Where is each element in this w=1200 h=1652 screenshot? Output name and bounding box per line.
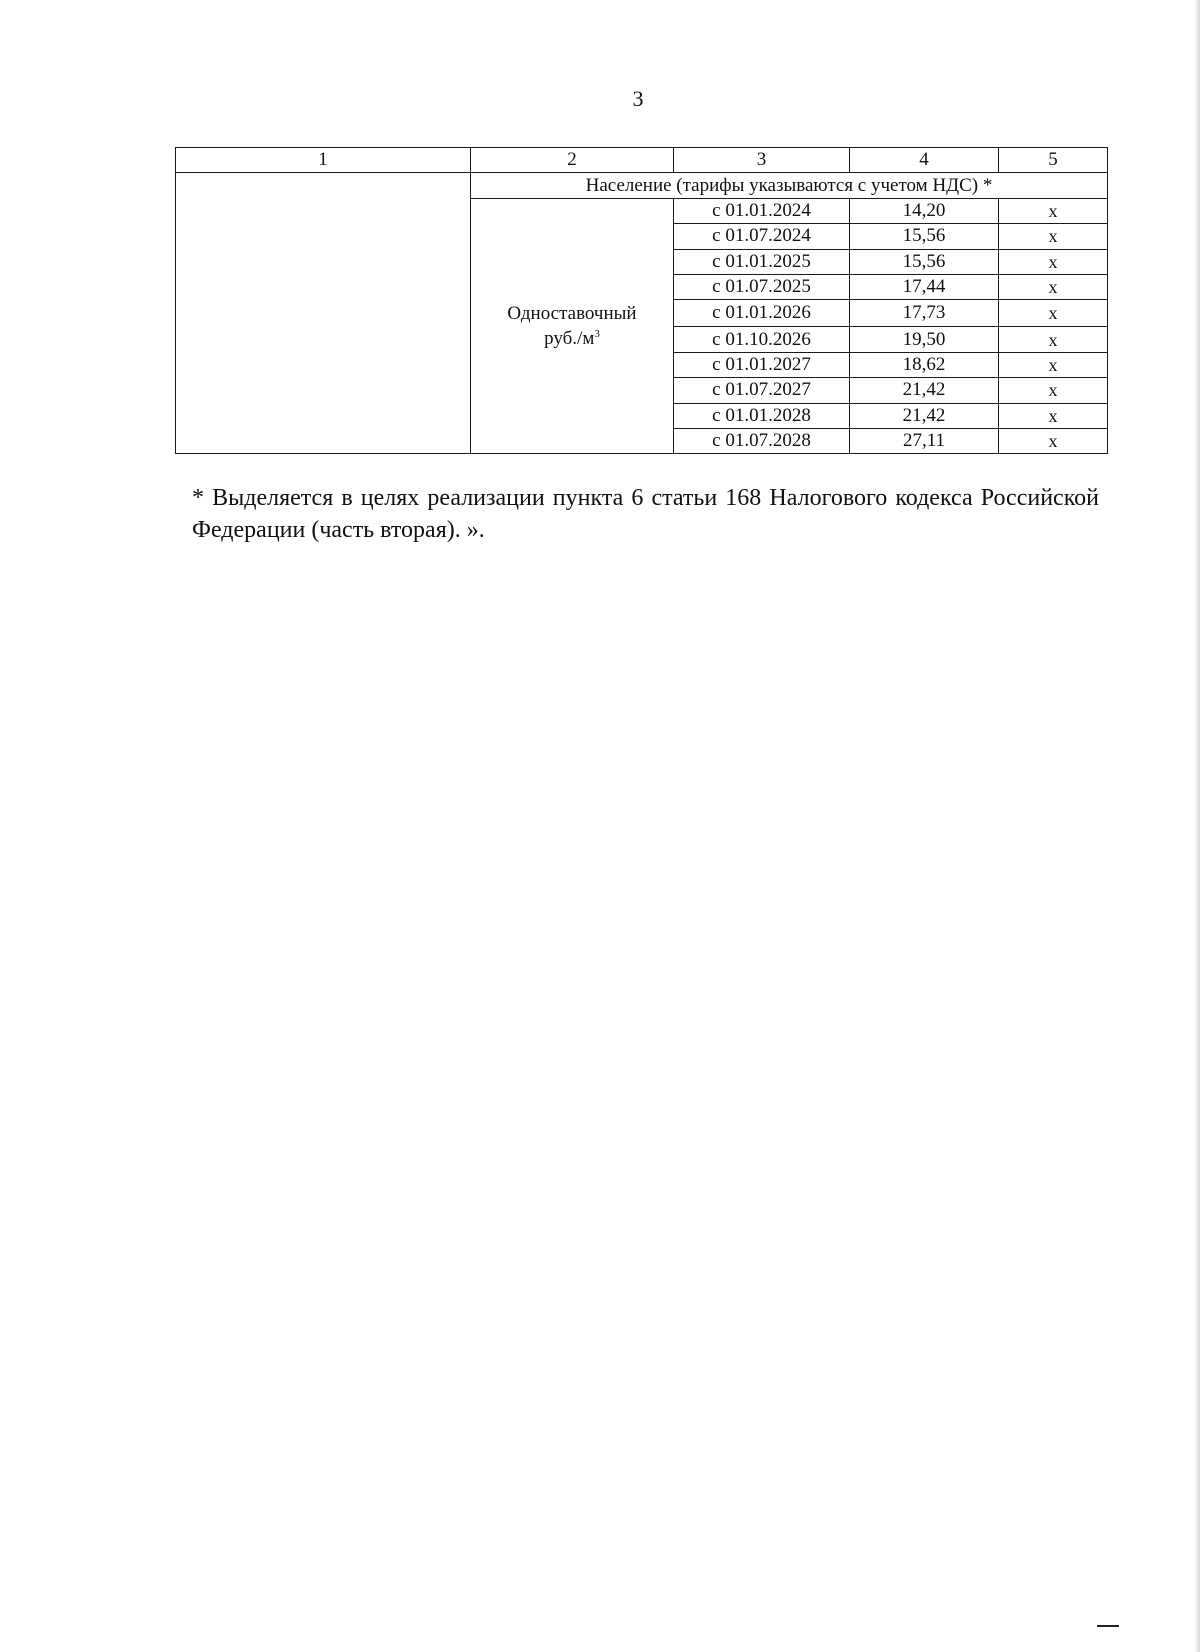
mark-cell: x <box>999 300 1108 327</box>
date-cell: с 01.01.2025 <box>674 249 850 274</box>
column-number-4: 4 <box>850 148 999 173</box>
date-cell: с 01.01.2024 <box>674 198 850 223</box>
mark-cell: x <box>999 224 1108 249</box>
value-cell: 19,50 <box>850 327 999 352</box>
rate-type-cell <box>471 198 674 454</box>
column-number-row <box>176 148 1108 173</box>
value-cell: 15,56 <box>850 224 999 249</box>
rate-name: Одноставочный <box>507 303 637 325</box>
column-number-1: 1 <box>176 148 471 173</box>
mark-cell: x <box>999 403 1108 428</box>
tariff-table <box>175 147 1108 454</box>
date-cell: с 01.01.2026 <box>674 300 850 327</box>
rate-unit: руб./м <box>544 328 595 350</box>
mark-cell: x <box>999 352 1108 377</box>
mark-cell: x <box>999 198 1108 223</box>
footnote: * Выделяется в целях реализации пункта 6 статьи 168 Налогового кодекса Российской Федерации (часть вторая). ». <box>192 485 1099 543</box>
date-cell: с 01.07.2024 <box>674 224 850 249</box>
value-cell: 21,42 <box>850 378 999 403</box>
mark-cell: x <box>999 378 1108 403</box>
column-number-5: 5 <box>999 148 1108 173</box>
value-cell: 21,42 <box>850 403 999 428</box>
date-cell: с 01.01.2028 <box>674 403 850 428</box>
value-cell: 14,20 <box>850 198 999 223</box>
column-number-2: 2 <box>471 148 674 173</box>
value-cell: 17,73 <box>850 300 999 327</box>
value-cell: 18,62 <box>850 352 999 377</box>
group-header: Население (тарифы указываются с учетом НДС) * <box>471 173 1108 198</box>
date-cell: с 01.07.2028 <box>674 428 850 453</box>
rate-unit-superscript: 3 <box>594 328 600 341</box>
group-header-row <box>176 173 1108 198</box>
date-cell: с 01.07.2025 <box>674 274 850 299</box>
value-cell: 27,11 <box>850 428 999 453</box>
date-cell: с 01.01.2027 <box>674 352 850 377</box>
value-cell: 15,56 <box>850 249 999 274</box>
mark-cell: x <box>999 327 1108 352</box>
value-cell: 17,44 <box>850 274 999 299</box>
corner-dash-mark <box>1097 1625 1119 1627</box>
page-edge-shadow <box>1194 0 1200 1652</box>
mark-cell: x <box>999 428 1108 453</box>
mark-cell: x <box>999 249 1108 274</box>
column-number-3: 3 <box>674 148 850 173</box>
organization-cell <box>176 173 471 454</box>
date-cell: с 01.07.2027 <box>674 378 850 403</box>
date-cell: с 01.10.2026 <box>674 327 850 352</box>
page-number: 3 <box>632 86 644 111</box>
mark-cell: x <box>999 274 1108 299</box>
